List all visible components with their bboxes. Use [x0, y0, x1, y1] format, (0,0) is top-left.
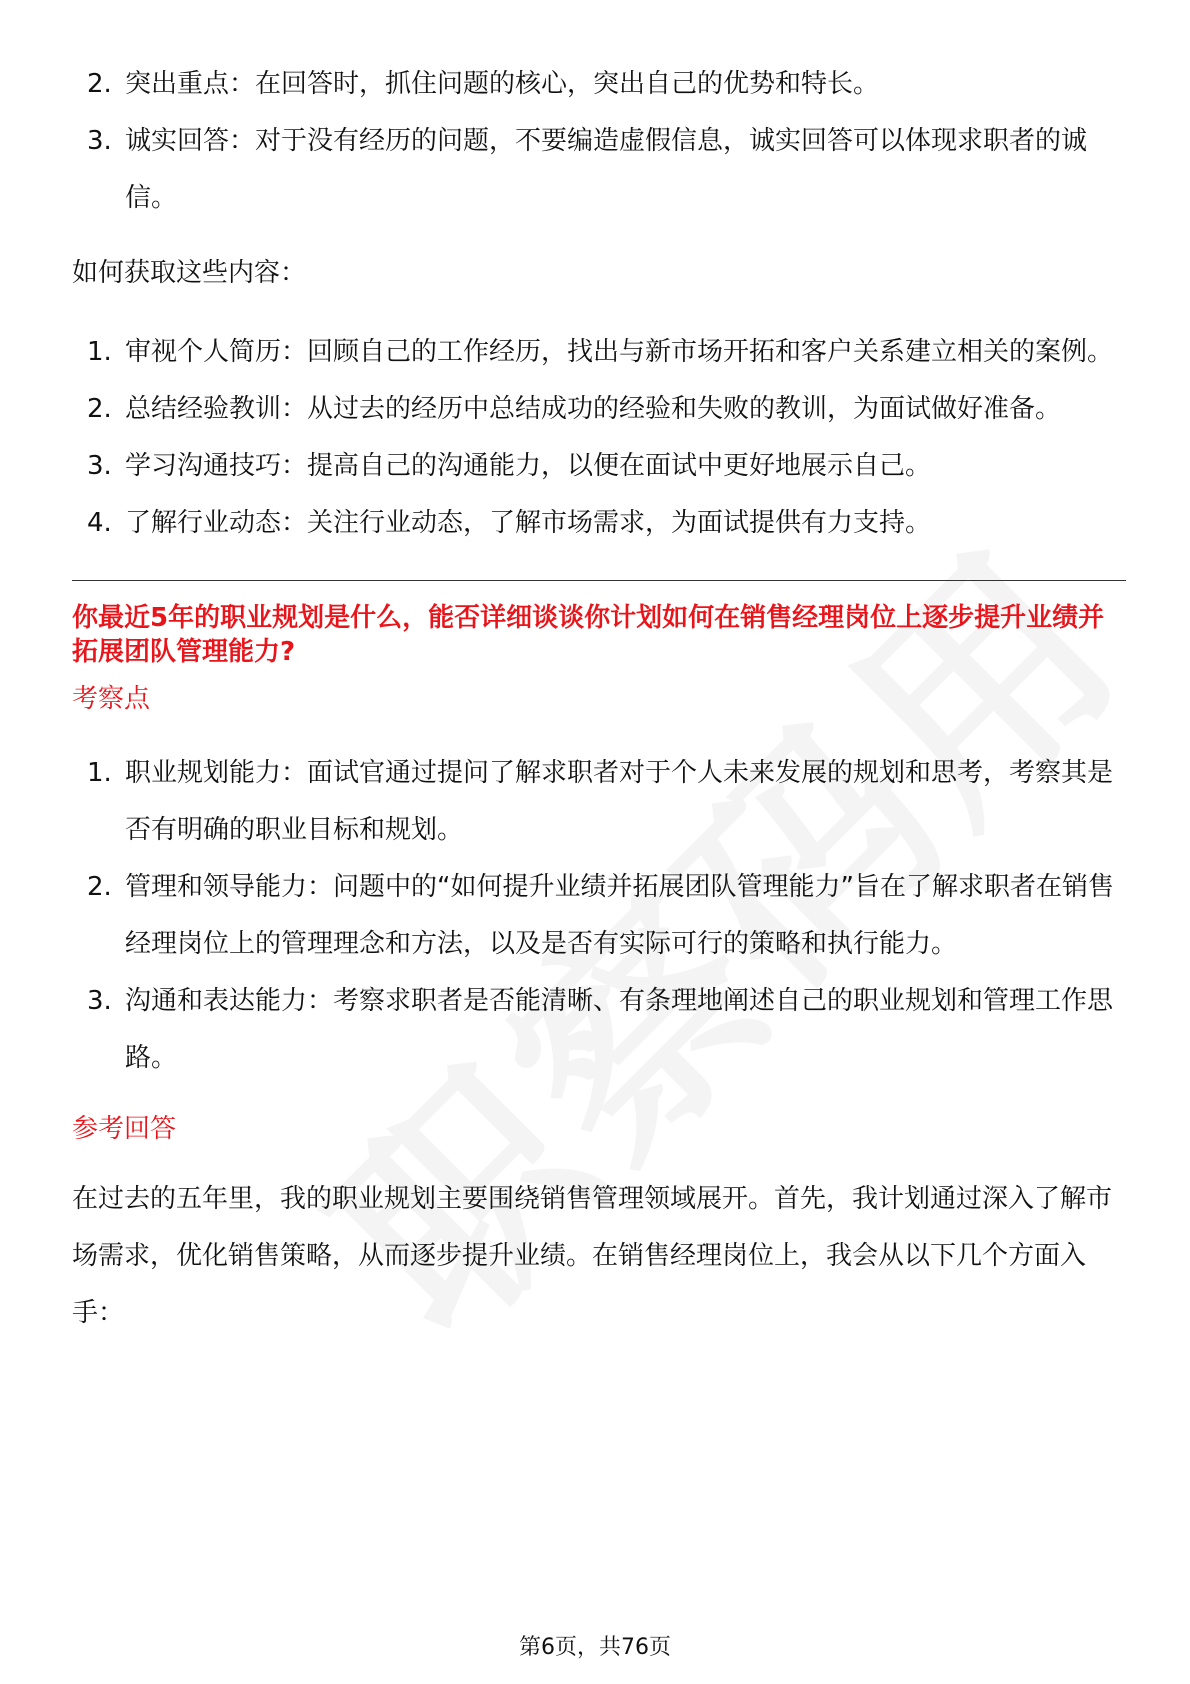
list-item	[72, 973, 1126, 1087]
list-item-text: 诚实回答：对于没有经历的问题，不要编造虚假信息，诚实回答可以体现求职者的诚信。	[125, 126, 1088, 213]
list-item-number: 4.	[87, 508, 112, 538]
list-item-text: 突出重点：在回答时，抓住问题的核心，突出自己的优势和特长。	[125, 69, 880, 99]
list-item-number: 1.	[87, 758, 112, 788]
list-item	[72, 438, 1126, 495]
list-item	[72, 745, 1126, 859]
list-item-text: 总结经验教训：从过去的经历中总结成功的经验和失败的教训，为面试做好准备。	[125, 394, 1062, 424]
list-item-number: 3.	[87, 986, 112, 1016]
list-item-text: 学习沟通技巧：提高自己的沟通能力，以便在面试中更好地展示自己。	[125, 451, 932, 481]
answer-paragraph: 在过去的五年里，我的职业规划主要围绕销售管理领域展开。首先，我计划通过深入了解市场需求，优化销售策略，从而逐步提升业绩。在销售经理岗位上，我会从以下几个方面入手：	[72, 1184, 1113, 1328]
assessment-points-list	[72, 745, 1126, 1087]
page-content	[72, 56, 1126, 1342]
list-item-number: 2.	[87, 872, 112, 902]
list-item	[72, 381, 1126, 438]
section-title-answer: 参考回答	[72, 1114, 177, 1144]
list-item-text: 审视个人简历：回顾自己的工作经历，找出与新市场开拓和客户关系建立相关的案例。	[125, 337, 1114, 367]
how-to-list	[72, 324, 1126, 552]
tips-list	[72, 56, 1126, 227]
list-item-number: 3.	[87, 451, 112, 481]
list-item-text: 职业规划能力：面试官通过提问了解求职者对于个人未来发展的规划和思考，考察其是否有明确的职业目标和规划。	[125, 758, 1114, 845]
list-item-number: 2.	[87, 69, 112, 99]
list-item-text: 沟通和表达能力：考察求职者是否能清晰、有条理地阐述自己的职业规划和管理工作思路。	[125, 986, 1114, 1073]
list-item	[72, 495, 1126, 552]
section-title-points: 考察点	[72, 684, 151, 714]
list-item-text: 了解行业动态：关注行业动态，了解市场需求，为面试提供有力支持。	[125, 508, 932, 538]
list-item-text: 管理和领导能力：问题中的“如何提升业绩并拓展团队管理能力”旨在了解求职者在销售经理岗位上的管理理念和方法，以及是否有实际可行的策略和执行能力。	[125, 872, 1114, 959]
list-item	[72, 859, 1126, 973]
question-heading: 你最近5年的职业规划是什么，能否详细谈谈你计划如何在销售经理岗位上逐步提升业绩并拓展团队管理能力?	[72, 603, 1105, 667]
list-item	[72, 324, 1126, 381]
page-footer: 第6页，共76页	[519, 1635, 671, 1660]
how-to-label: 如何获取这些内容：	[72, 258, 307, 288]
list-item	[72, 56, 1126, 113]
list-item-number: 2.	[87, 394, 112, 424]
list-item-number: 1.	[87, 337, 112, 367]
list-item-number: 3.	[87, 126, 112, 156]
list-item	[72, 113, 1126, 227]
